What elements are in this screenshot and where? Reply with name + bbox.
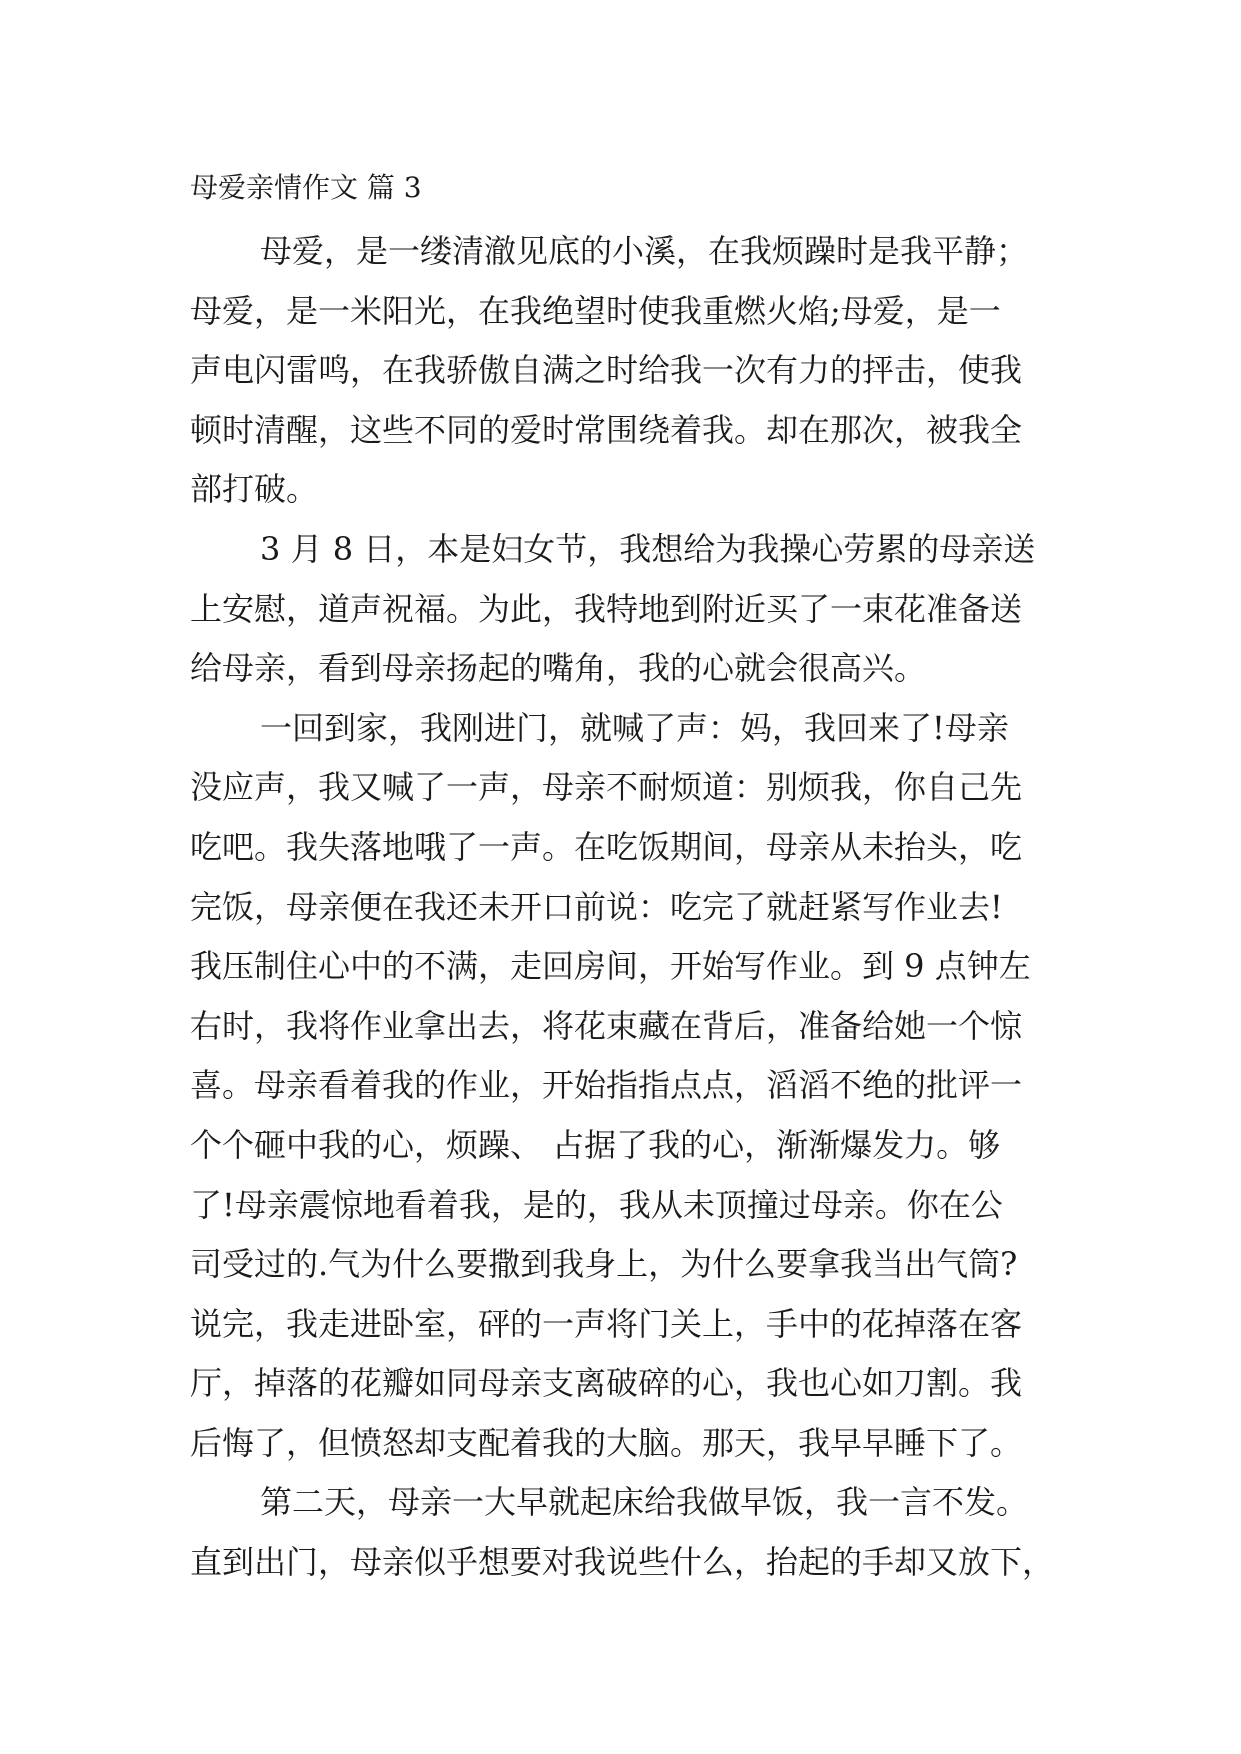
text-line: 说完，我走进卧室，砰的一声将门关上，手中的花掉落在客	[190, 1304, 1023, 1343]
document-body	[190, 222, 1070, 1593]
text-line: 完饭，母亲便在我还未开口前说：吃完了就赶紧写作业去!	[190, 887, 1003, 926]
text-line: 部打破。	[190, 470, 319, 509]
text-line: 3 月 8 日，本是妇女节，我想给为我操心劳累的母亲送	[260, 529, 1036, 568]
text-line: 喜。母亲看着我的作业，开始指指点点，滔滔不绝的批评一	[190, 1066, 1023, 1105]
text-line: 母爱，是一米阳光，在我绝望时使我重燃火焰;母爱，是一	[190, 291, 1001, 330]
text-line: 后悔了，但愤怒却支配着我的大脑。那天，我早早睡下了。	[190, 1423, 1023, 1462]
text-line: 个个砸中我的心，烦躁、 占据了我的心，渐渐爆发力。够	[190, 1125, 1001, 1164]
paragraph	[190, 699, 1070, 1474]
text-line: 一回到家，我刚进门，就喊了声：妈，我回来了!母亲	[260, 708, 1009, 747]
text-line: 顿时清醒，这些不同的爱时常围绕着我。却在那次，被我全	[190, 410, 1023, 449]
text-line: 第二天，母亲一大早就起床给我做早饭，我一言不发。	[260, 1483, 1029, 1522]
text-line: 给母亲，看到母亲扬起的嘴角，我的心就会很高兴。	[190, 649, 927, 688]
paragraph	[190, 1473, 1070, 1592]
paragraph	[190, 222, 1070, 520]
text-line: 上安慰，道声祝福。为此，我特地到附近买了一束花准备送	[190, 589, 1023, 628]
text-line: 厅，掉落的花瓣如同母亲支离破碎的心，我也心如刀割。我	[190, 1364, 1023, 1403]
text-line: 司受过的.气为什么要撒到我身上，为什么要拿我当出气筒?	[190, 1245, 1018, 1284]
text-line: 母爱，是一缕清澈见底的小溪，在我烦躁时是我平静；	[260, 232, 1029, 270]
document-title: 母爱亲情作文 篇 3	[190, 171, 422, 204]
text-line: 声电闪雷鸣，在我骄傲自满之时给我一次有力的抨击，使我	[190, 351, 1023, 390]
text-line: 没应声，我又喊了一声，母亲不耐烦道：别烦我，你自己先	[190, 768, 1023, 807]
text-line: 我压制住心中的不满，走回房间，开始写作业。到 9 点钟左	[190, 947, 1031, 986]
paragraph	[190, 520, 1070, 699]
text-line: 右时，我将作业拿出去，将花束藏在背后，准备给她一个惊	[190, 1006, 1023, 1045]
text-line: 直到出门，母亲似乎想要对我说些什么，抬起的手却又放下，	[190, 1543, 1055, 1582]
text-line: 了!母亲震惊地看着我，是的，我从未顶撞过母亲。你在公	[190, 1185, 1003, 1224]
text-line: 吃吧。我失落地哦了一声。在吃饭期间，母亲从未抬头，吃	[190, 827, 1023, 866]
